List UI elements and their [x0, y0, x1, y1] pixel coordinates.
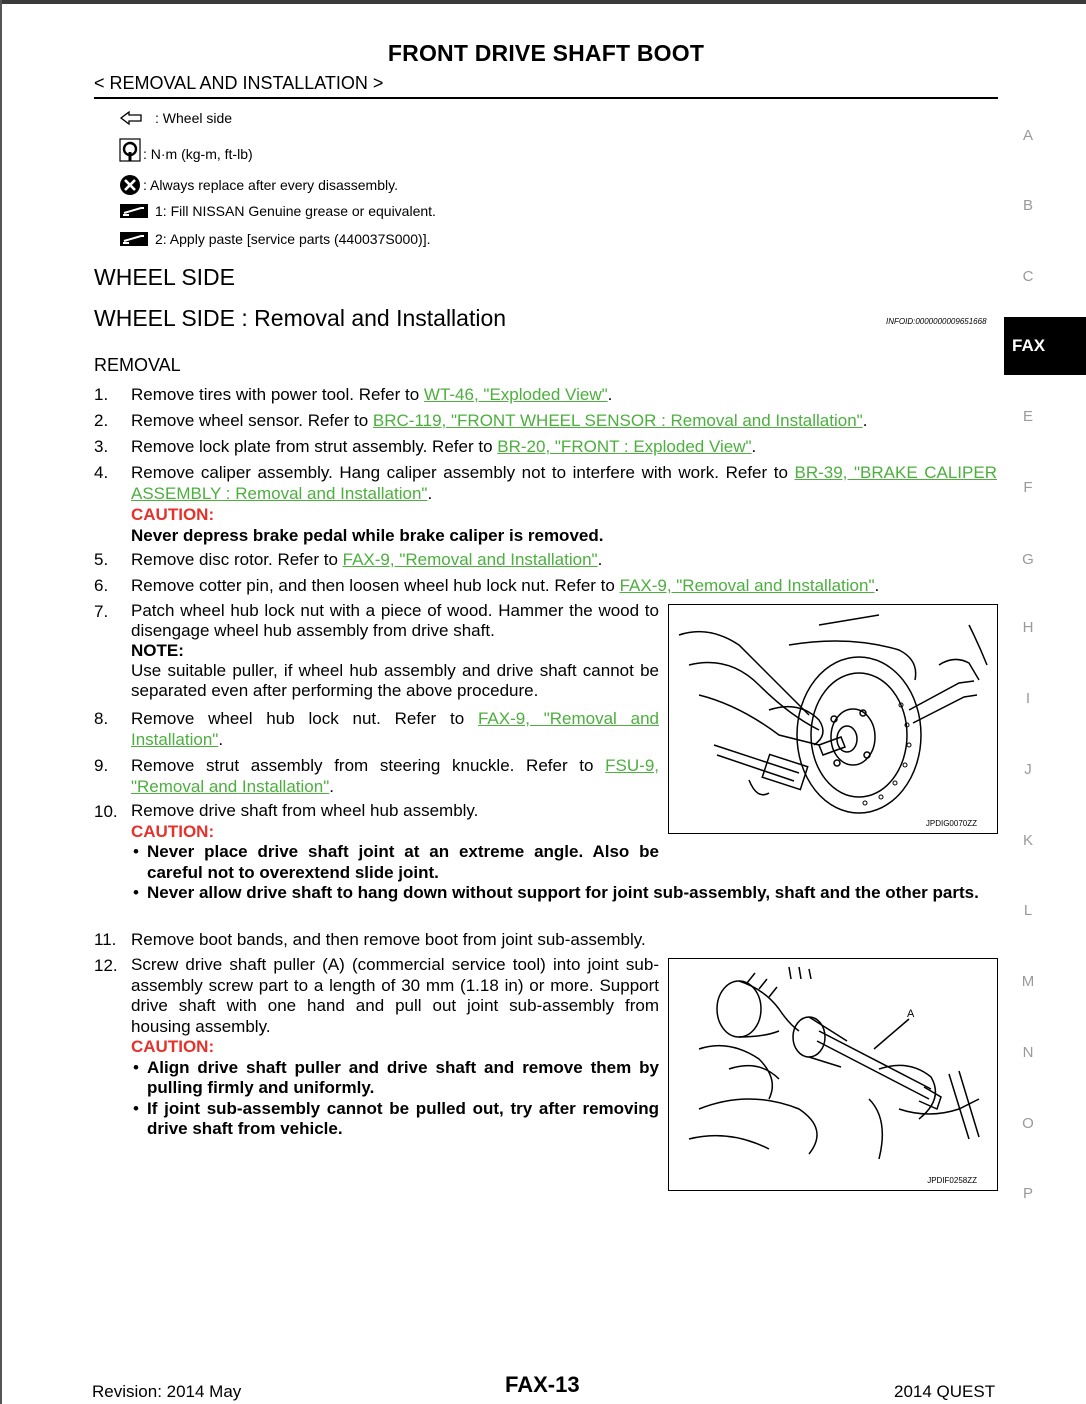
- torque-wrench-icon: [119, 138, 141, 162]
- legend-torque: [119, 138, 253, 162]
- puller-illustration: [669, 959, 996, 1189]
- caution-bullet: • Align drive shaft puller and drive shaft and remove them by pulling firmly and uniformly.: [131, 1058, 659, 1099]
- index-tab-fax[interactable]: FAX: [1004, 317, 1086, 375]
- figure-puller: [668, 958, 998, 1191]
- legend-grease: [119, 203, 436, 219]
- hub-removal-illustration: [669, 605, 996, 832]
- legend-text: 1: Fill NISSAN Genuine grease or equivalent.: [155, 203, 436, 219]
- legend-text: 2: Apply paste [service parts (440037S000)].: [155, 231, 431, 247]
- legend-text: : Always replace after every disassembly.: [143, 177, 398, 193]
- legend-text: : N·m (kg-m, ft-lb): [143, 146, 253, 162]
- index-letter-m[interactable]: M: [1021, 973, 1035, 990]
- index-letter-h[interactable]: H: [1022, 619, 1034, 636]
- index-letter-p[interactable]: P: [1022, 1185, 1033, 1202]
- replace-x-icon: [119, 174, 141, 196]
- section-heading: WHEEL SIDE: [94, 264, 236, 290]
- legend-wheel-side: [119, 110, 232, 126]
- section-subheading: WHEEL SIDE : Removal and Installation: [94, 305, 507, 331]
- index-letter-b[interactable]: B: [1022, 197, 1033, 214]
- caution-label: CAUTION:: [131, 1037, 215, 1056]
- link-fsu-9[interactable]: FSU-9, "Removal and Installation": [131, 756, 659, 796]
- caution-text: Never depress brake pedal while brake caliper is removed.: [131, 526, 604, 545]
- index-letter-a[interactable]: A: [1022, 127, 1033, 144]
- index-letter-n[interactable]: N: [1022, 1044, 1034, 1061]
- caution-bullet: • Never place drive shaft joint at an extreme angle. Also be careful not to overextend slide joint.: [131, 842, 659, 883]
- page-title: FRONT DRIVE SHAFT BOOT: [387, 40, 705, 66]
- note-text: Use suitable puller, if wheel hub assembly and drive shaft cannot be separated even after performing the above procedure.: [131, 661, 659, 700]
- caution-label: CAUTION:: [131, 821, 215, 841]
- index-letter-o[interactable]: O: [1022, 1115, 1034, 1132]
- figure-id: JPDIG0070ZZ: [925, 819, 977, 828]
- breadcrumb: < REMOVAL AND INSTALLATION >: [94, 73, 384, 93]
- index-letter-f[interactable]: F: [1023, 479, 1033, 496]
- legend-replace: [119, 174, 398, 196]
- link-br-20[interactable]: BR-20, "FRONT : Exploded View": [497, 437, 752, 456]
- info-id: INFOID:0000000009651668: [886, 317, 987, 326]
- footer-page-number: FAX-13: [505, 1372, 580, 1397]
- link-br-39[interactable]: BR-39, "BRAKE CALIPER ASSEMBLY : Removal and Installation": [131, 463, 997, 503]
- index-letter-j[interactable]: J: [1024, 761, 1032, 778]
- note-label: NOTE:: [131, 641, 184, 660]
- legend-paste: [119, 231, 431, 247]
- index-letter-g[interactable]: G: [1022, 551, 1034, 568]
- figure-hub-removal: [668, 604, 998, 834]
- top-border: [0, 0, 1086, 4]
- procedure-title: REMOVAL: [94, 355, 181, 375]
- left-border: [0, 0, 2, 1404]
- footer-model: 2014 QUEST: [894, 1382, 996, 1401]
- footer-revision: Revision: 2014 May: [92, 1382, 242, 1401]
- header-rule: [94, 97, 998, 99]
- caution-label: CAUTION:: [131, 505, 215, 524]
- index-letter-c[interactable]: C: [1022, 268, 1034, 285]
- link-fax-9[interactable]: FAX-9, "Removal and Installation": [342, 550, 598, 569]
- legend-text: : Wheel side: [155, 110, 233, 126]
- index-letter-k[interactable]: K: [1022, 832, 1033, 849]
- figure-id: JPDIF0258ZZ: [927, 1176, 977, 1185]
- caution-bullet: • Never allow drive shaft to hang down without support for joint sub-assembly, shaft and the other parts.: [131, 883, 997, 904]
- caution-bullet: • If joint sub-assembly cannot be pulled out, try after removing drive shaft from vehicle.: [131, 1099, 659, 1140]
- link-fax-9[interactable]: FAX-9, "Removal and Installation": [131, 709, 659, 749]
- link-wt-46[interactable]: WT-46, "Exploded View": [423, 385, 608, 404]
- paste-icon: [119, 231, 149, 247]
- puller-label: A: [907, 1008, 915, 1020]
- index-letter-l[interactable]: L: [1023, 902, 1033, 919]
- link-brc-119[interactable]: BRC-119, "FRONT WHEEL SENSOR : Removal and Installation": [372, 411, 863, 430]
- grease-gun-icon: [119, 203, 149, 219]
- arrow-left-icon: [119, 110, 145, 126]
- index-letter-i[interactable]: I: [1025, 690, 1031, 707]
- index-letter-e[interactable]: E: [1022, 408, 1033, 425]
- link-fax-9[interactable]: FAX-9, "Removal and Installation": [619, 576, 875, 595]
